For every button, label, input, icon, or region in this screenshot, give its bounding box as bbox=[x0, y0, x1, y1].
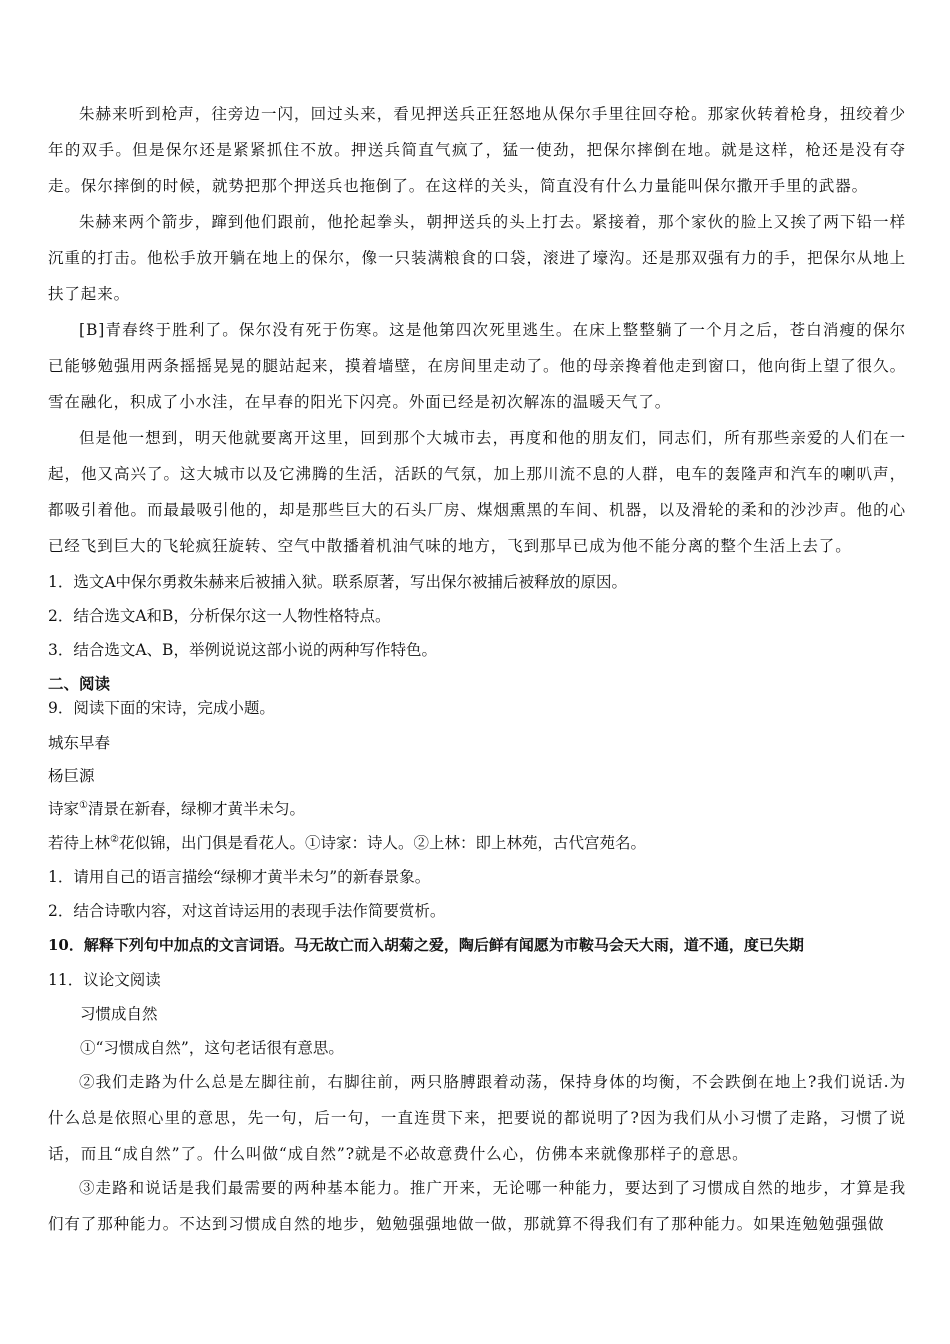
essay-paragraph-2: ②我们走路为什么总是左脚往前，右脚往前，两只胳膊跟着动荡，保持身体的均衡，不会跌倒在地上?我们说话.为什么总是依照心里的意思，先一句，后一句，一直连贯下来，把要说的都说明了?因为我们从小习惯了走路，习惯了说话，而且“成自然”了。什么叫做“成自然”?就是不必故意费什么心，仿佛本来就像那样子的意思。 bbox=[48, 1073, 906, 1163]
question-11: 11．议论文阅读 bbox=[48, 971, 161, 989]
poem-line-1-rest: 清景在新春，绿柳才黄半未匀。 bbox=[87, 800, 305, 818]
question-10: 10．解释下列句中加点的文言词语。马无故亡而入胡菊之爱，陶后鲜有闻愿为市鞍马会天大雨，道不通，度已失期 bbox=[48, 936, 804, 954]
passage-paragraph-2: 朱赫来两个箭步，蹿到他们跟前，他抡起拳头，朝押送兵的头上打去。紧接着，那个家伙的脸上又挨了两下铅一样沉重的打击。他松手放开躺在地上的保尔，像一只装满粮食的口袋，滚进了壕沟。还是那双强有力的手，把保尔从地上扶了起来。 bbox=[48, 213, 906, 303]
question-9-prompt: 9．阅读下面的宋诗，完成小题。 bbox=[48, 699, 275, 717]
poem-line-2-rest: 花似锦，出门俱是看花人。①诗家：诗人。②上林：即上林苑，古代宫苑名。 bbox=[118, 834, 646, 852]
essay-paragraph-3: ③走路和说话是我们最需要的两种基本能力。推广开来，无论哪一种能力，要达到了习惯成自然的地步，才算是我们有了那种能力。不达到习惯成自然的地步，勉勉强强地做一做，那就算不得我们有了那种能力。如果连勉勉强强做 bbox=[48, 1179, 906, 1233]
poem-line-2-start: 若待上林 bbox=[48, 834, 111, 852]
passage-paragraph-4: 但是他一想到，明天他就要离开这里，回到那个大城市去，再度和他的朋友们，同志们，所有那些亲爱的人们在一起，他又高兴了。这大城市以及它沸腾的生活，活跃的气氛，加上那川流不息的人群，电车的轰隆声和汽车的喇叭声，都吸引着他。而最最吸引他的，却是那些巨大的石头厂房、煤烟熏黑的车间、机器，以及滑轮的柔和的沙沙声。他的心已经飞到巨大的飞轮疯狂旋转、空气中散播着机油气味的地方，飞到那早已成为他不能分离的整个生活上去了。 bbox=[48, 429, 906, 555]
poem-author: 杨巨源 bbox=[48, 767, 95, 785]
footnote-marker-1: ① bbox=[79, 799, 88, 811]
question-8-1: 1．选文A中保尔勇救朱赫来后被捕入狱。联系原著，写出保尔被捕后被释放的原因。 bbox=[48, 573, 628, 591]
essay-title: 习惯成自然 bbox=[80, 1005, 158, 1023]
poem-line-1-start: 诗家 bbox=[48, 800, 80, 818]
essay-paragraph-1: ①“习惯成自然”，这句老话很有意思。 bbox=[80, 1039, 344, 1057]
poem-title: 城东早春 bbox=[48, 734, 111, 752]
poem-line-2 bbox=[48, 833, 908, 853]
footnote-marker-2: ② bbox=[110, 833, 119, 845]
section-heading: 二、阅读 bbox=[48, 674, 111, 693]
question-9-2: 2．结合诗歌内容，对这首诗运用的表现手法作简要赏析。 bbox=[48, 902, 446, 920]
poem-line-1 bbox=[48, 799, 908, 819]
question-8-2: 2．结合选文A和B，分析保尔这一人物性格特点。 bbox=[48, 607, 391, 625]
passage-paragraph-3: [B]青春终于胜利了。保尔没有死于伤寒。这是他第四次死里逃生。在床上整整躺了一个月之后，苍白消瘦的保尔已能够勉强用两条摇摇晃晃的腿站起来，摸着墙壁，在房间里走动了。他的母亲搀着他走到窗口，他向街上望了很久。雪在融化，积成了小水洼，在早春的阳光下闪亮。外面已经是初次解冻的温暖天气了。 bbox=[48, 321, 906, 411]
question-8-3: 3．结合选文A、B，举例说说这部小说的两种写作特色。 bbox=[48, 641, 437, 659]
passage-paragraph-1: 朱赫来听到枪声，往旁边一闪，回过头来，看见押送兵正狂怒地从保尔手里往回夺枪。那家伙转着枪身，扭绞着少年的双手。但是保尔还是紧紧抓住不放。押送兵简直气疯了，猛一使劲，把保尔摔倒在地。就是这样，枪还是没有夺走。保尔摔倒的时候，就势把那个押送兵也拖倒了。在这样的关头，简直没有什么力量能叫保尔撒开手里的武器。 bbox=[48, 105, 906, 195]
question-9-1: 1．请用自己的语言描绘“绿柳才黄半未匀”的新春景象。 bbox=[48, 868, 431, 886]
